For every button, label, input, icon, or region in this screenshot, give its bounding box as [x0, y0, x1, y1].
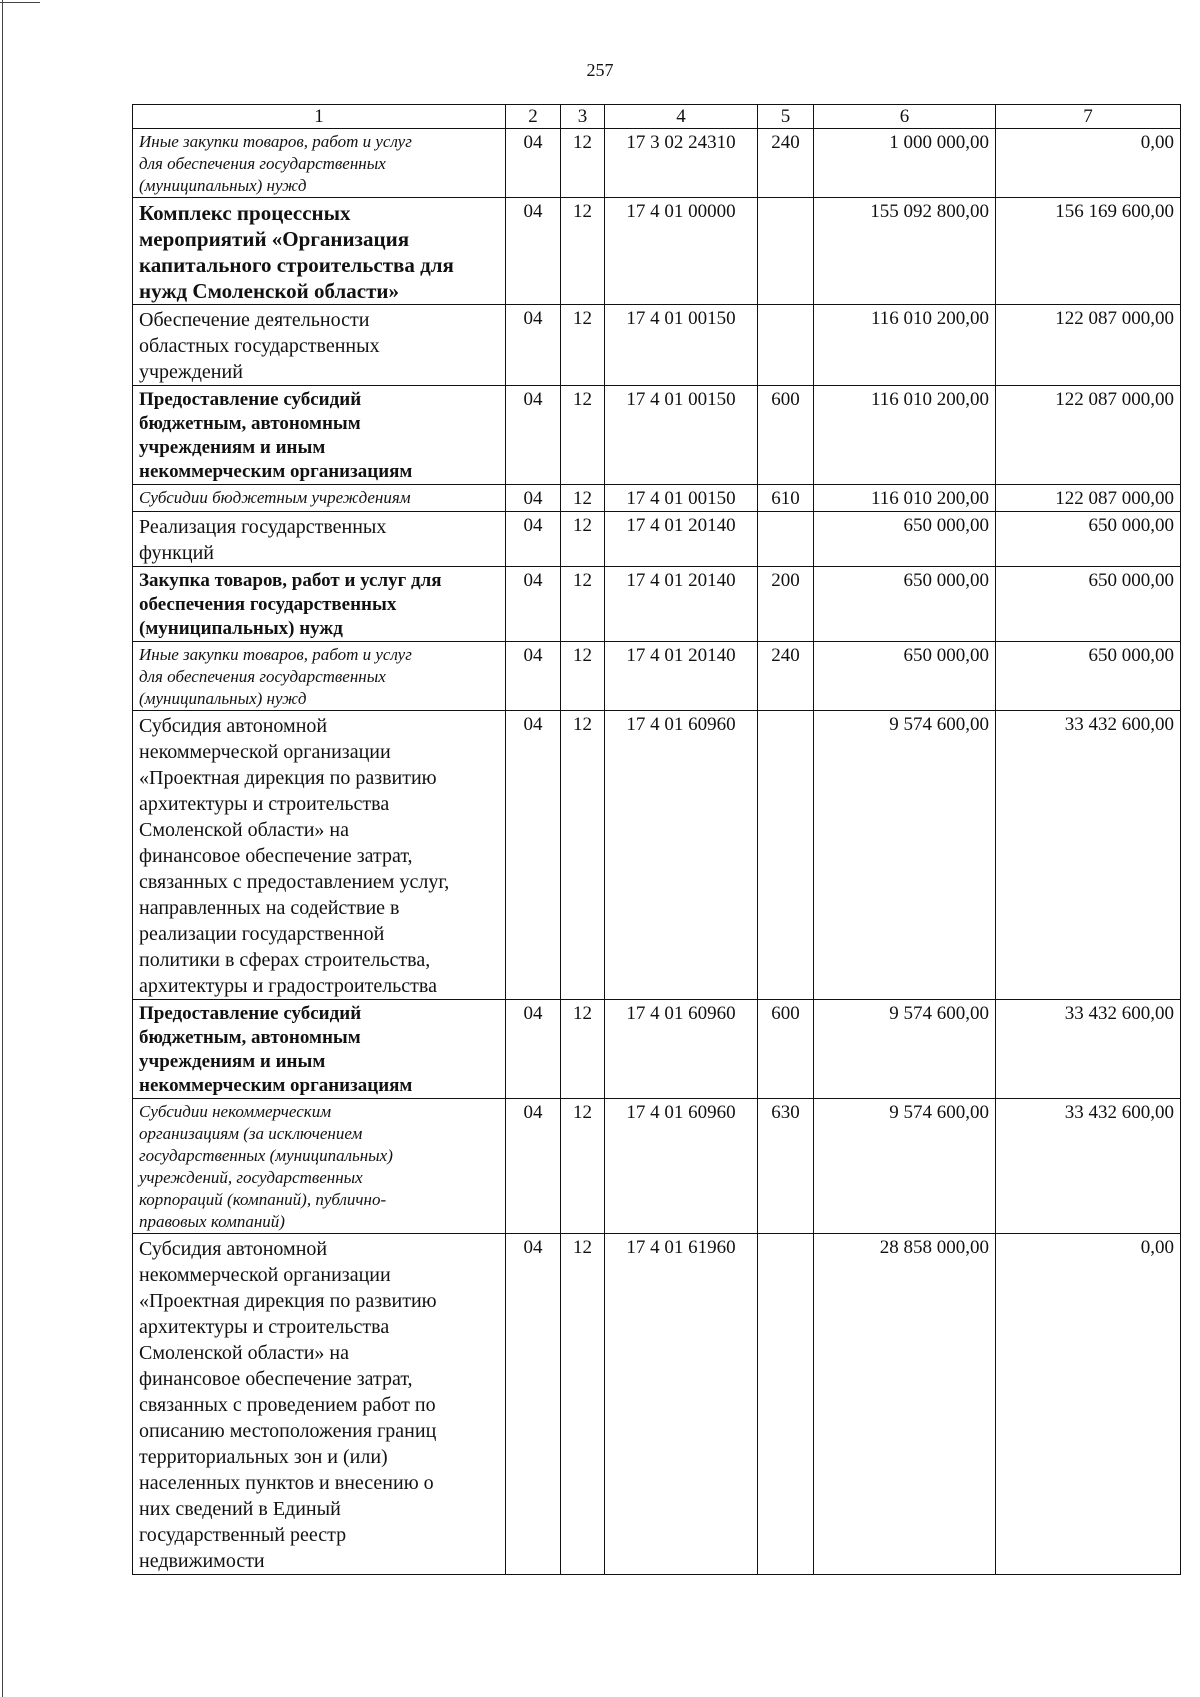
target-article-cell: 17 4 01 60960 [605, 711, 758, 1000]
expense-type-cell: 610 [758, 485, 814, 512]
subsection-code-cell: 12 [561, 567, 605, 642]
amount-year1-cell: 9 574 600,00 [814, 1099, 996, 1234]
subsection-code-cell: 12 [561, 1000, 605, 1099]
subsection-code-cell: 12 [561, 1234, 605, 1575]
amount-year2-cell: 650 000,00 [996, 567, 1181, 642]
row-name-cell: Комплекс процессных мероприятий «Организация капитального строительства для нужд Смоленской области» [133, 198, 506, 305]
amount-year1-cell: 28 858 000,00 [814, 1234, 996, 1575]
amount-year1-cell: 650 000,00 [814, 512, 996, 567]
section-code-cell: 04 [506, 305, 561, 386]
table-row [133, 1099, 1181, 1234]
target-article-cell: 17 4 01 61960 [605, 1234, 758, 1575]
expense-type-cell: 200 [758, 567, 814, 642]
table-row [133, 485, 1181, 512]
amount-year1-cell: 650 000,00 [814, 567, 996, 642]
expense-type-cell [758, 1234, 814, 1575]
expense-type-cell: 600 [758, 1000, 814, 1099]
expense-type-cell: 240 [758, 642, 814, 711]
expense-type-cell: 630 [758, 1099, 814, 1234]
column-header: 4 [605, 105, 758, 129]
target-article-cell: 17 4 01 60960 [605, 1000, 758, 1099]
column-header: 7 [996, 105, 1181, 129]
table-row [133, 567, 1181, 642]
target-article-cell: 17 4 01 00150 [605, 386, 758, 485]
page-top-edge [0, 2, 40, 3]
column-header: 3 [561, 105, 605, 129]
amount-year2-cell: 122 087 000,00 [996, 485, 1181, 512]
column-header: 6 [814, 105, 996, 129]
target-article-cell: 17 3 02 24310 [605, 129, 758, 198]
target-article-cell: 17 4 01 00150 [605, 485, 758, 512]
amount-year1-cell: 116 010 200,00 [814, 305, 996, 386]
target-article-cell: 17 4 01 20140 [605, 567, 758, 642]
expense-type-cell [758, 711, 814, 1000]
table-row [133, 386, 1181, 485]
expense-type-cell [758, 305, 814, 386]
table-row [133, 1000, 1181, 1099]
column-header: 5 [758, 105, 814, 129]
amount-year1-cell: 650 000,00 [814, 642, 996, 711]
subsection-code-cell: 12 [561, 129, 605, 198]
amount-year1-cell: 116 010 200,00 [814, 485, 996, 512]
section-code-cell: 04 [506, 386, 561, 485]
page-left-edge [2, 0, 3, 1697]
amount-year2-cell: 33 432 600,00 [996, 711, 1181, 1000]
expense-type-cell: 600 [758, 386, 814, 485]
section-code-cell: 04 [506, 1234, 561, 1575]
section-code-cell: 04 [506, 567, 561, 642]
row-name-cell: Иные закупки товаров, работ и услуг для обеспечения государственных (муниципальных) нужд [133, 129, 506, 198]
section-code-cell: 04 [506, 512, 561, 567]
amount-year1-cell: 9 574 600,00 [814, 1000, 996, 1099]
amount-year1-cell: 1 000 000,00 [814, 129, 996, 198]
amount-year2-cell: 33 432 600,00 [996, 1099, 1181, 1234]
amount-year2-cell: 156 169 600,00 [996, 198, 1181, 305]
column-header: 2 [506, 105, 561, 129]
subsection-code-cell: 12 [561, 198, 605, 305]
section-code-cell: 04 [506, 711, 561, 1000]
row-name-cell: Предоставление субсидий бюджетным, автономным учреждениям и иным некоммерческим организациям [133, 386, 506, 485]
budget-table [132, 104, 1181, 1575]
amount-year2-cell: 33 432 600,00 [996, 1000, 1181, 1099]
target-article-cell: 17 4 01 60960 [605, 1099, 758, 1234]
target-article-cell: 17 4 01 00000 [605, 198, 758, 305]
expense-type-cell [758, 198, 814, 305]
target-article-cell: 17 4 01 20140 [605, 512, 758, 567]
section-code-cell: 04 [506, 642, 561, 711]
section-code-cell: 04 [506, 1000, 561, 1099]
target-article-cell: 17 4 01 00150 [605, 305, 758, 386]
row-name-cell: Субсидии некоммерческим организациям (за исключением государственных (муниципальных) учреждений, государственных корпораций (компаний), публично- правовых компаний) [133, 1099, 506, 1234]
table-row [133, 642, 1181, 711]
subsection-code-cell: 12 [561, 386, 605, 485]
section-code-cell: 04 [506, 129, 561, 198]
section-code-cell: 04 [506, 1099, 561, 1234]
expense-type-cell [758, 512, 814, 567]
page-number: 257 [586, 60, 614, 80]
amount-year1-cell: 116 010 200,00 [814, 386, 996, 485]
table-row [133, 198, 1181, 305]
column-header: 1 [133, 105, 506, 129]
table-row [133, 711, 1181, 1000]
row-name-cell: Иные закупки товаров, работ и услуг для обеспечения государственных (муниципальных) нужд [133, 642, 506, 711]
amount-year1-cell: 9 574 600,00 [814, 711, 996, 1000]
table-row [133, 1234, 1181, 1575]
subsection-code-cell: 12 [561, 512, 605, 567]
amount-year2-cell: 122 087 000,00 [996, 386, 1181, 485]
row-name-cell: Предоставление субсидий бюджетным, автономным учреждениям и иным некоммерческим организациям [133, 1000, 506, 1099]
header-row [133, 105, 1181, 129]
row-name-cell: Субсидия автономной некоммерческой организации «Проектная дирекция по развитию архитектуры и строительства Смоленской области» на финансовое обеспечение затрат, связанных с предоставлением услуг, направленных на содействие в реализации государственной политики в сферах строительства, архитектуры и градостроительства [133, 711, 506, 1000]
row-name-cell: Субсидия автономной некоммерческой организации «Проектная дирекция по развитию архитектуры и строительства Смоленской области» на финансовое обеспечение затрат, связанных с проведением работ по описанию местоположения границ территориальных зон и (или) населенных пунктов и внесению о них сведений в Единый государственный реестр недвижимости [133, 1234, 506, 1575]
amount-year2-cell: 650 000,00 [996, 642, 1181, 711]
target-article-cell: 17 4 01 20140 [605, 642, 758, 711]
subsection-code-cell: 12 [561, 1099, 605, 1234]
section-code-cell: 04 [506, 485, 561, 512]
amount-year1-cell: 155 092 800,00 [814, 198, 996, 305]
row-name-cell: Закупка товаров, работ и услуг для обеспечения государственных (муниципальных) нужд [133, 567, 506, 642]
table-row [133, 305, 1181, 386]
amount-year2-cell: 122 087 000,00 [996, 305, 1181, 386]
row-name-cell: Субсидии бюджетным учреждениям [133, 485, 506, 512]
amount-year2-cell: 0,00 [996, 129, 1181, 198]
subsection-code-cell: 12 [561, 642, 605, 711]
section-code-cell: 04 [506, 198, 561, 305]
amount-year2-cell: 650 000,00 [996, 512, 1181, 567]
subsection-code-cell: 12 [561, 711, 605, 1000]
table-row [133, 512, 1181, 567]
subsection-code-cell: 12 [561, 485, 605, 512]
table-row [133, 129, 1181, 198]
expense-type-cell: 240 [758, 129, 814, 198]
amount-year2-cell: 0,00 [996, 1234, 1181, 1575]
row-name-cell: Обеспечение деятельности областных государственных учреждений [133, 305, 506, 386]
subsection-code-cell: 12 [561, 305, 605, 386]
row-name-cell: Реализация государственных функций [133, 512, 506, 567]
